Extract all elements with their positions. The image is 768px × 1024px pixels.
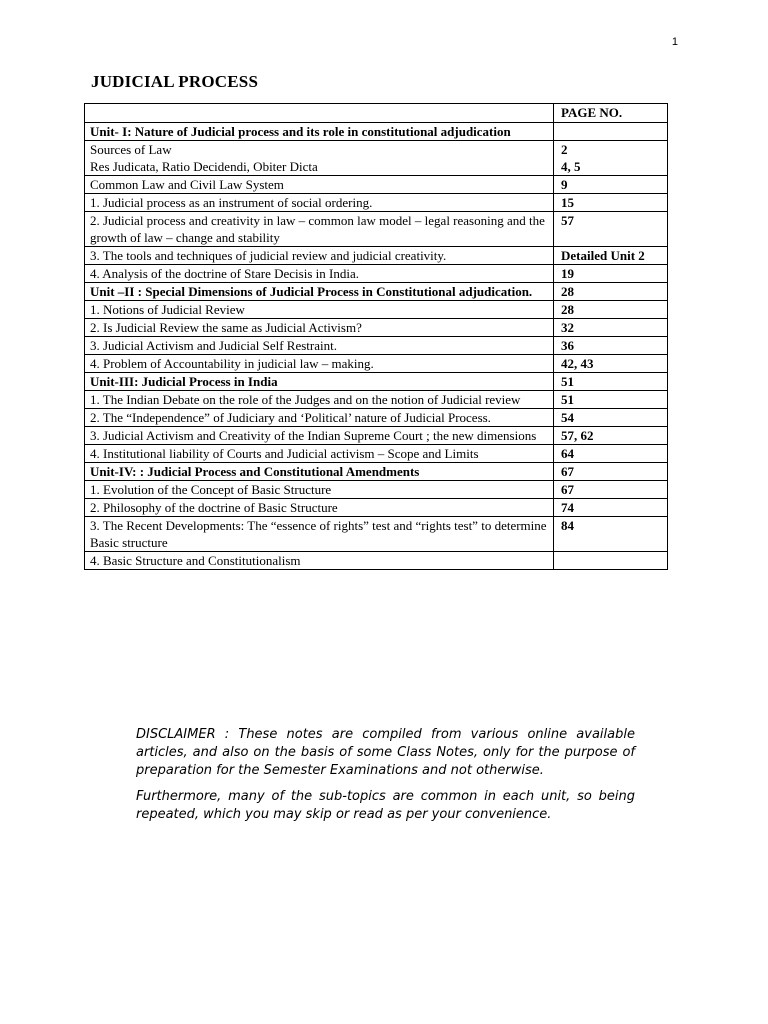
table-row	[85, 499, 668, 517]
topic-cell: 2. Is Judicial Review the same as Judicial Activism?	[85, 319, 554, 337]
table-row	[85, 301, 668, 319]
table-row	[85, 194, 668, 212]
table-header-row	[85, 104, 668, 123]
table-row	[85, 481, 668, 499]
page-cell: 15	[554, 194, 668, 212]
topic-cell: Unit –II : Special Dimensions of Judicial Process in Constitutional adjudication.	[85, 283, 554, 301]
table-row	[85, 319, 668, 337]
topic-cell: 4. Analysis of the doctrine of Stare Decisis in India.	[85, 265, 554, 283]
topic-cell: 4. Institutional liability of Courts and Judicial activism – Scope and Limits	[85, 445, 554, 463]
page-cell: 19	[554, 265, 668, 283]
table-row	[85, 427, 668, 445]
topic-cell: Unit-III: Judicial Process in India	[85, 373, 554, 391]
table-row	[85, 176, 668, 194]
page-cell: 57, 62	[554, 427, 668, 445]
topic-cell: 4. Problem of Accountability in judicial law – making.	[85, 355, 554, 373]
topic-header-cell	[85, 104, 554, 123]
document-title: JUDICIAL PROCESS	[91, 72, 259, 91]
table-row	[85, 212, 668, 247]
page-number: 1	[671, 36, 678, 48]
page-cell: 28	[554, 283, 668, 301]
topic-cell: 4. Basic Structure and Constitutionalism	[85, 552, 554, 570]
topic-cell: 3. The tools and techniques of judicial review and judicial creativity.	[85, 247, 554, 265]
page-cell: 36	[554, 337, 668, 355]
page-cell: 51	[554, 373, 668, 391]
topic-cell: 2. Judicial process and creativity in law – common law model – legal reasoning and the growth of law – change and stability	[85, 212, 554, 247]
page-cell	[554, 552, 668, 570]
topic-cell: Unit- I: Nature of Judicial process and its role in constitutional adjudication	[85, 123, 554, 141]
page-cell: 57	[554, 212, 668, 247]
table-row	[85, 445, 668, 463]
table-row	[85, 517, 668, 552]
unit-heading-row	[85, 123, 668, 141]
page-cell: Detailed Unit 2	[554, 247, 668, 265]
topic-cell: Sources of Law Res Judicata, Ratio Decidendi, Obiter Dicta	[85, 141, 554, 176]
page-cell: 2 4, 5	[554, 141, 668, 176]
table-row	[85, 391, 668, 409]
contents-table	[84, 103, 668, 570]
page-cell: 28	[554, 301, 668, 319]
topic-cell: 1. Notions of Judicial Review	[85, 301, 554, 319]
disclaimer-text: DISCLAIMER : These notes are compiled from various online available articles, and also on the basis of some Class Notes, only for the purpose of preparation for the Semester Examinations and not otherwise.	[136, 727, 635, 778]
topic-cell: 1. Judicial process as an instrument of social ordering.	[85, 194, 554, 212]
page-cell: 67	[554, 463, 668, 481]
table-row	[85, 141, 668, 176]
table-row	[85, 265, 668, 283]
table-row	[85, 552, 668, 570]
disclaimer-block	[136, 726, 635, 832]
topic-cell: Unit-IV: : Judicial Process and Constitutional Amendments	[85, 463, 554, 481]
unit-heading-row	[85, 463, 668, 481]
disclaimer-note: Furthermore, many of the sub-topics are common in each unit, so being repeated, which you may skip or read as per your convenience.	[136, 789, 635, 822]
topic-cell: 1. Evolution of the Concept of Basic Structure	[85, 481, 554, 499]
page-cell: 74	[554, 499, 668, 517]
page-cell: 32	[554, 319, 668, 337]
page-cell: 84	[554, 517, 668, 552]
topic-cell: 3. Judicial Activism and Creativity of the Indian Supreme Court ; the new dimensions	[85, 427, 554, 445]
topic-cell: 3. Judicial Activism and Judicial Self Restraint.	[85, 337, 554, 355]
table-row	[85, 337, 668, 355]
page-cell: 67	[554, 481, 668, 499]
page-cell: 64	[554, 445, 668, 463]
page-cell: 42, 43	[554, 355, 668, 373]
page-cell: 51	[554, 391, 668, 409]
page-cell: 9	[554, 176, 668, 194]
page-number-header: PAGE NO.	[554, 104, 668, 123]
table-row	[85, 409, 668, 427]
topic-cell: 2. Philosophy of the doctrine of Basic Structure	[85, 499, 554, 517]
table-row	[85, 247, 668, 265]
table-row	[85, 355, 668, 373]
topic-cell: Common Law and Civil Law System	[85, 176, 554, 194]
unit-heading-row	[85, 283, 668, 301]
page-cell	[554, 123, 668, 141]
topic-cell: 3. The Recent Developments: The “essence of rights” test and “rights test” to determine Basic structure	[85, 517, 554, 552]
unit-heading-row	[85, 373, 668, 391]
page-cell: 54	[554, 409, 668, 427]
topic-cell: 1. The Indian Debate on the role of the Judges and on the notion of Judicial review	[85, 391, 554, 409]
topic-cell: 2. The “Independence” of Judiciary and ‘Political’ nature of Judicial Process.	[85, 409, 554, 427]
